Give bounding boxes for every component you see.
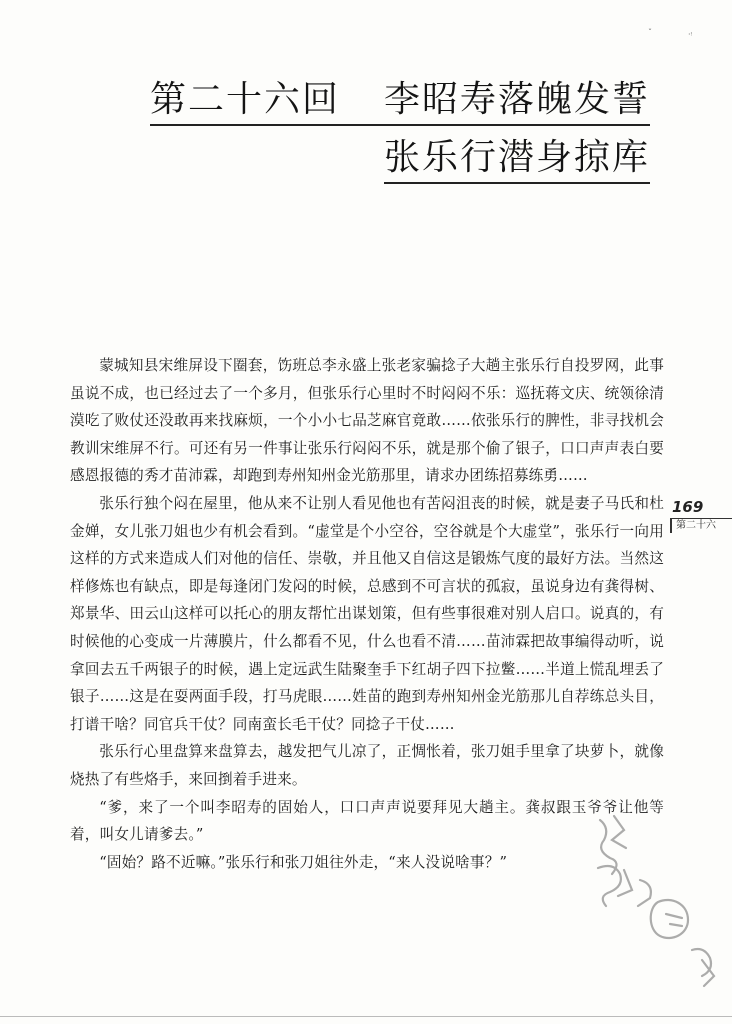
paragraph: 张乐行心里盘算来盘算去，越发把气儿凉了，正惆怅着，张刀姐手里拿了块萝卜，就像烧热了有些烙手，来回捯着手进来。 — [70, 743, 664, 788]
chapter-title-part-1: 李昭寿落魄发誓 — [383, 79, 650, 120]
paragraph: 张乐行独个闷在屋里，他从来不让别人看见他也有苦闷沮丧的时候，就是妻子马氏和杜金婵，女儿张刀姐也少有机会看到。“虚堂是个小空谷，空谷就是个大虚堂”，张乐行一向用这样的方式来造成人们对他的信任、崇敬，并且他又自信这是锻炼气度的最好方法。当然这样修炼也有缺点，即是每逢闭门发闷的时候，总感到不可言状的孤寂，虽说身边有龚得树、郑景华、田云山这样可以托心的朋友帮忙出谋划策，但有些事很难对别人启口。说真的，有时候他的心变成一片薄膜片，什么都看不见，什么也看不清……苗沛霖把故事编得动听，说拿回去五千两银子的时候，遇上定远武生陆聚奎手下红胡子四下拉鳖……半道上慌乱埋丢了银子……这是在耍两面手段，打马虎眼……姓苗的跑到寿州知州金光筋那儿自荐练总头目，打谱干啥？同官兵干仗？同南蛮长毛干仗？同捻子干仗…… — [70, 494, 664, 733]
page-bottom-rule — [0, 1016, 732, 1017]
chapter-title-line-2 — [384, 138, 650, 184]
paragraph: “爹，来了一个叫李昭寿的固始人，口口声声说要拜见大趟主。龚叔跟玉爷爷让他等着，叫女儿请爹去。” — [70, 798, 664, 844]
paragraph: “固始？路不近嘛。”张乐行和张刀姐往外走，“来人没说啥事？” — [99, 853, 508, 871]
paragraph: 蒙城知县宋维屏设下圈套，饬班总李永盛上张老家骗捻子大趟主张乐行自投罗网，此事虽说不成，也已经过去了一个多月，但张乐行心里时不时闷闷不乐：巡抚蒋文庆、统领徐清漠吃了败仗还没敢再来找麻烦，一个小小七品芝麻官竟敢……依张乐行的脾性，非寻找机会教训宋维屏不行。可还有另一件事让张乐行闷闷不乐，就是那个偷了银子，口口声声表白要感恩报德的秀才苗沛霖，却跑到寿州知州金光筋那里，请求办团练招募练勇…… — [70, 357, 664, 485]
scan-speck: ·ᵎ — [688, 30, 692, 39]
chapter-title-line-1 — [150, 80, 650, 126]
chapter-side-tab: 第二十六 — [670, 518, 732, 533]
scan-speck: ˇ — [648, 28, 652, 37]
page-number: 169 — [672, 498, 704, 516]
chapter-number: 第二十六回 — [149, 79, 340, 120]
chapter-body — [70, 352, 664, 876]
chapter-title-part-2: 张乐行潜身掠库 — [383, 137, 650, 178]
